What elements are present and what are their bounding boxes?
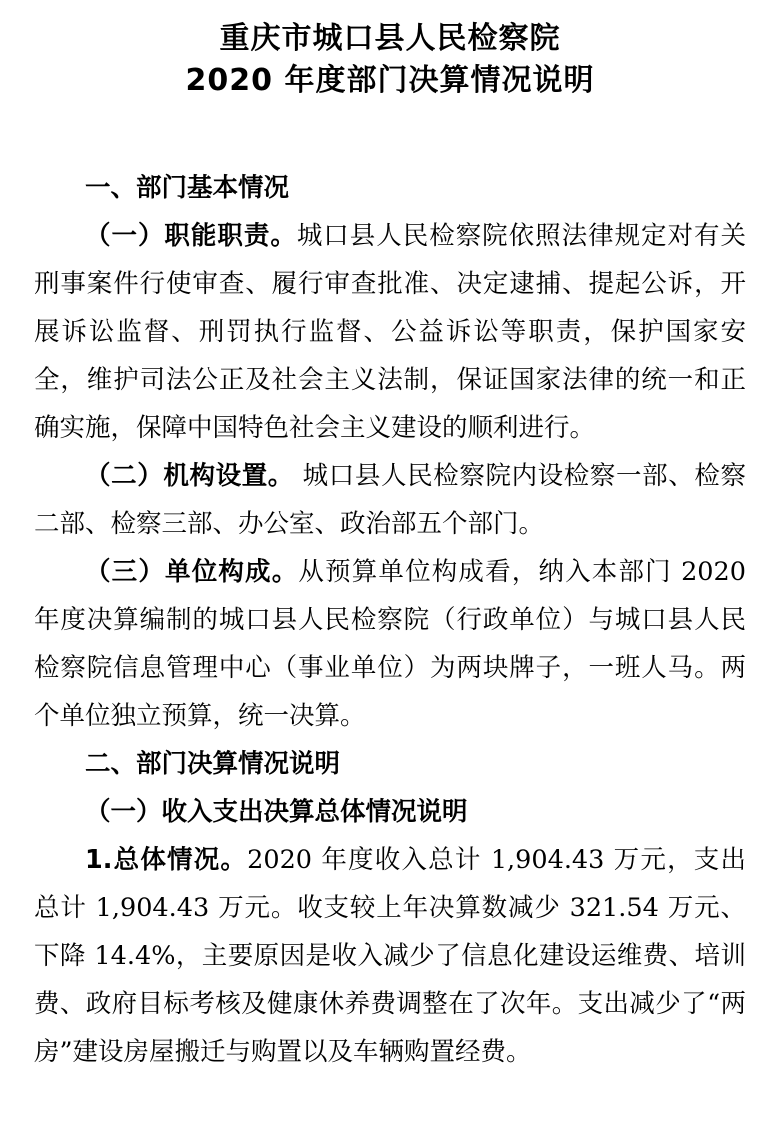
paragraph-composition [34, 548, 746, 740]
section-heading-2: 二、部门决算情况说明 [85, 749, 341, 779]
title-line-2: 2020 年度部门决算情况说明 [185, 63, 595, 98]
title-line-1: 重庆市城口县人民检察院 [219, 21, 561, 56]
page-title [34, 18, 746, 102]
paragraph-lead-duties: （一）职能职责。 [85, 221, 297, 251]
paragraph-text-overall: 2020 年度收入总计 1,904.43 万元，支出总计 1,904.43 万元。收支较上年决算数减少 321.54 万元、下降 14.4%，主要原因是收入减少了信息化建设运维费、培训费、政府目标考核及健康休养费调整在了次年。支出减少了“两房”建设房屋搬迁与购置以及车辆购置经费。 [34, 845, 746, 1067]
document-body [34, 164, 746, 1076]
paragraph-duties [34, 212, 746, 452]
paragraph-organization [34, 452, 746, 548]
paragraph-lead-organization: （二）机构设置。 [85, 461, 294, 491]
paragraph-text-composition: 从预算单位构成看，纳入本部门 2020 年度决算编制的城口县人民检察院（行政单位）与城口县人民检察院信息管理中心（事业单位）为两块牌子，一班人马。两个单位独立预算，统一决算。 [34, 557, 746, 731]
section-subheading-2-1: （一）收入支出决算总体情况说明 [85, 797, 468, 827]
paragraph-lead-overall: 1.总体情况。 [85, 845, 248, 875]
paragraph-text-organization: 城口县人民检察院内设检察一部、检察二部、检察三部、办公室、政治部五个部门。 [34, 461, 746, 539]
title-spacer [34, 102, 746, 164]
paragraph-overall [34, 836, 746, 1076]
section-heading-1: 一、部门基本情况 [85, 173, 290, 203]
paragraph-text-duties: 城口县人民检察院依照法律规定对有关刑事案件行使审查、履行审查批准、决定逮捕、提起公诉，开展诉讼监督、刑罚执行监督、公益诉讼等职责，保护国家安全，维护司法公正及社会主义法制，保证国家法律的统一和正确实施，保障中国特色社会主义建设的顺利进行。 [34, 221, 746, 443]
paragraph-lead-composition: （三）单位构成。 [85, 557, 299, 587]
